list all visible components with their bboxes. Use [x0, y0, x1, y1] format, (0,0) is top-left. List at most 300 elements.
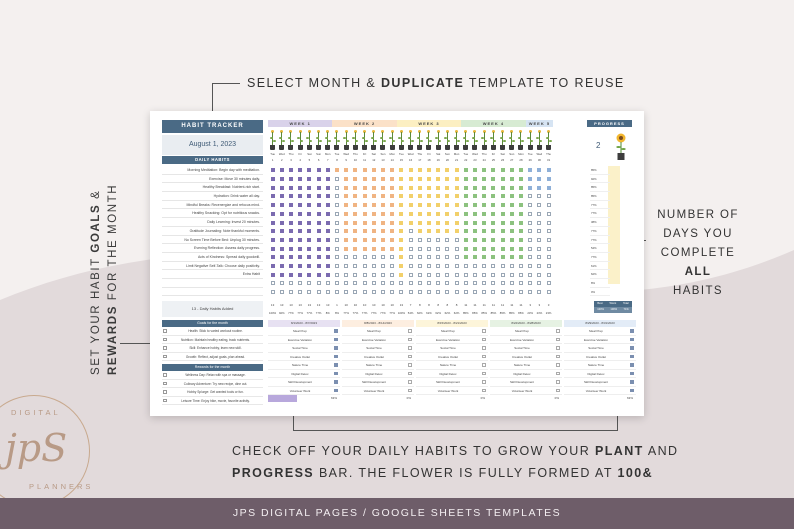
habit-checkbox[interactable]	[418, 203, 422, 207]
habit-checkbox[interactable]	[464, 281, 468, 285]
habit-checkbox[interactable]	[353, 168, 357, 172]
habit-checkbox[interactable]	[409, 264, 413, 268]
habit-checkbox[interactable]	[418, 273, 422, 277]
habit-checkbox[interactable]	[501, 229, 505, 233]
habit-checkbox[interactable]	[399, 264, 403, 268]
habit-checkbox[interactable]	[445, 221, 449, 225]
habit-checkbox[interactable]	[473, 212, 477, 216]
habit-checkbox[interactable]	[381, 212, 385, 216]
habit-checkbox[interactable]	[353, 194, 357, 198]
habit-checkbox[interactable]	[344, 229, 348, 233]
habit-checkbox[interactable]	[307, 281, 311, 285]
habit-checkbox[interactable]	[353, 290, 357, 294]
habit-checkbox[interactable]	[436, 229, 440, 233]
habit-checkbox[interactable]	[427, 229, 431, 233]
habit-checkbox[interactable]	[363, 281, 367, 285]
habit-checkbox[interactable]	[473, 238, 477, 242]
habit-checkbox[interactable]	[445, 177, 449, 181]
habit-checkbox[interactable]	[427, 273, 431, 277]
habit-checkbox[interactable]	[436, 221, 440, 225]
habit-checkbox[interactable]	[298, 264, 302, 268]
habit-checkbox[interactable]	[317, 177, 321, 181]
habit-checkbox[interactable]	[418, 212, 422, 216]
habit-checkbox[interactable]	[335, 212, 339, 216]
checkbox[interactable]	[556, 346, 560, 350]
habit-checkbox[interactable]	[271, 177, 275, 181]
habit-checkbox[interactable]	[363, 264, 367, 268]
habit-checkbox[interactable]	[372, 273, 376, 277]
habit-checkbox[interactable]	[537, 229, 541, 233]
checkbox[interactable]	[163, 346, 167, 350]
habit-checkbox[interactable]	[326, 212, 330, 216]
habit-checkbox[interactable]	[418, 229, 422, 233]
habit-checkbox[interactable]	[335, 255, 339, 259]
checkbox[interactable]	[556, 363, 560, 367]
habit-checkbox[interactable]	[491, 273, 495, 277]
habit-checkbox[interactable]	[510, 203, 514, 207]
habit-checkbox[interactable]	[436, 177, 440, 181]
habit-checkbox[interactable]	[271, 229, 275, 233]
habit-checkbox[interactable]	[326, 290, 330, 294]
habit-checkbox[interactable]	[501, 290, 505, 294]
habit-checkbox[interactable]	[418, 255, 422, 259]
habit-checkbox[interactable]	[455, 238, 459, 242]
habit-checkbox[interactable]	[381, 264, 385, 268]
habit-checkbox[interactable]	[335, 194, 339, 198]
habit-checkbox[interactable]	[344, 194, 348, 198]
habit-checkbox[interactable]	[409, 212, 413, 216]
checkbox[interactable]	[334, 329, 338, 333]
habit-checkbox[interactable]	[519, 281, 523, 285]
habit-checkbox[interactable]	[482, 238, 486, 242]
habit-checkbox[interactable]	[436, 203, 440, 207]
habit-checkbox[interactable]	[372, 281, 376, 285]
habit-checkbox[interactable]	[335, 281, 339, 285]
checkbox[interactable]	[556, 380, 560, 384]
habit-checkbox[interactable]	[427, 168, 431, 172]
habit-checkbox[interactable]	[344, 212, 348, 216]
habit-checkbox[interactable]	[363, 229, 367, 233]
habit-checkbox[interactable]	[510, 290, 514, 294]
checkbox[interactable]	[630, 338, 634, 342]
habit-checkbox[interactable]	[528, 194, 532, 198]
habit-checkbox[interactable]	[390, 290, 394, 294]
habit-checkbox[interactable]	[547, 203, 551, 207]
habit-checkbox[interactable]	[372, 264, 376, 268]
habit-checkbox[interactable]	[464, 177, 468, 181]
habit-checkbox[interactable]	[427, 281, 431, 285]
habit-checkbox[interactable]	[390, 238, 394, 242]
habit-checkbox[interactable]	[326, 273, 330, 277]
habit-checkbox[interactable]	[280, 255, 284, 259]
habit-checkbox[interactable]	[537, 264, 541, 268]
habit-checkbox[interactable]	[482, 221, 486, 225]
checkbox[interactable]	[163, 338, 167, 342]
habit-checkbox[interactable]	[510, 212, 514, 216]
habit-checkbox[interactable]	[335, 177, 339, 181]
habit-checkbox[interactable]	[335, 264, 339, 268]
habit-checkbox[interactable]	[473, 264, 477, 268]
habit-checkbox[interactable]	[372, 203, 376, 207]
habit-checkbox[interactable]	[491, 264, 495, 268]
habit-checkbox[interactable]	[510, 238, 514, 242]
habit-checkbox[interactable]	[528, 203, 532, 207]
habit-checkbox[interactable]	[418, 221, 422, 225]
habit-checkbox[interactable]	[528, 255, 532, 259]
checkbox[interactable]	[334, 355, 338, 359]
habit-checkbox[interactable]	[519, 264, 523, 268]
habit-checkbox[interactable]	[390, 168, 394, 172]
habit-checkbox[interactable]	[298, 247, 302, 251]
habit-checkbox[interactable]	[418, 281, 422, 285]
habit-checkbox[interactable]	[510, 273, 514, 277]
habit-checkbox[interactable]	[326, 238, 330, 242]
habit-checkbox[interactable]	[464, 247, 468, 251]
habit-checkbox[interactable]	[399, 255, 403, 259]
habit-checkbox[interactable]	[528, 168, 532, 172]
habit-checkbox[interactable]	[501, 177, 505, 181]
habit-checkbox[interactable]	[482, 264, 486, 268]
habit-checkbox[interactable]	[519, 255, 523, 259]
habit-checkbox[interactable]	[335, 229, 339, 233]
habit-checkbox[interactable]	[363, 290, 367, 294]
habit-checkbox[interactable]	[307, 212, 311, 216]
habit-checkbox[interactable]	[501, 238, 505, 242]
habit-checkbox[interactable]	[473, 177, 477, 181]
habit-checkbox[interactable]	[317, 212, 321, 216]
checkbox[interactable]	[630, 380, 634, 384]
habit-checkbox[interactable]	[473, 290, 477, 294]
habit-checkbox[interactable]	[409, 186, 413, 190]
habit-checkbox[interactable]	[372, 247, 376, 251]
habit-checkbox[interactable]	[326, 281, 330, 285]
habit-checkbox[interactable]	[482, 247, 486, 251]
habit-checkbox[interactable]	[537, 238, 541, 242]
habit-checkbox[interactable]	[491, 247, 495, 251]
habit-checkbox[interactable]	[399, 273, 403, 277]
checkbox[interactable]	[408, 329, 412, 333]
habit-checkbox[interactable]	[427, 221, 431, 225]
habit-checkbox[interactable]	[537, 212, 541, 216]
habit-checkbox[interactable]	[427, 247, 431, 251]
habit-checkbox[interactable]	[372, 168, 376, 172]
habit-checkbox[interactable]	[381, 247, 385, 251]
habit-checkbox[interactable]	[510, 247, 514, 251]
habit-checkbox[interactable]	[547, 194, 551, 198]
checkbox[interactable]	[482, 329, 486, 333]
habit-checkbox[interactable]	[464, 203, 468, 207]
habit-checkbox[interactable]	[455, 194, 459, 198]
habit-checkbox[interactable]	[298, 229, 302, 233]
habit-checkbox[interactable]	[271, 281, 275, 285]
habit-checkbox[interactable]	[307, 203, 311, 207]
habit-checkbox[interactable]	[317, 203, 321, 207]
habit-checkbox[interactable]	[418, 264, 422, 268]
habit-checkbox[interactable]	[482, 212, 486, 216]
habit-checkbox[interactable]	[455, 290, 459, 294]
habit-checkbox[interactable]	[317, 264, 321, 268]
habit-checkbox[interactable]	[399, 203, 403, 207]
habit-checkbox[interactable]	[547, 212, 551, 216]
checkbox[interactable]	[556, 372, 560, 376]
habit-checkbox[interactable]	[353, 273, 357, 277]
habit-checkbox[interactable]	[445, 229, 449, 233]
habit-checkbox[interactable]	[289, 281, 293, 285]
habit-checkbox[interactable]	[280, 212, 284, 216]
habit-checkbox[interactable]	[473, 229, 477, 233]
habit-checkbox[interactable]	[455, 281, 459, 285]
habit-checkbox[interactable]	[390, 247, 394, 251]
habit-checkbox[interactable]	[519, 229, 523, 233]
habit-checkbox[interactable]	[344, 186, 348, 190]
habit-checkbox[interactable]	[482, 281, 486, 285]
habit-checkbox[interactable]	[289, 273, 293, 277]
habit-checkbox[interactable]	[317, 221, 321, 225]
habit-checkbox[interactable]	[363, 255, 367, 259]
habit-checkbox[interactable]	[418, 168, 422, 172]
habit-checkbox[interactable]	[427, 290, 431, 294]
habit-checkbox[interactable]	[399, 194, 403, 198]
habit-checkbox[interactable]	[464, 238, 468, 242]
habit-checkbox[interactable]	[317, 186, 321, 190]
habit-checkbox[interactable]	[528, 273, 532, 277]
habit-checkbox[interactable]	[409, 238, 413, 242]
habit-checkbox[interactable]	[510, 177, 514, 181]
habit-checkbox[interactable]	[537, 177, 541, 181]
habit-checkbox[interactable]	[372, 212, 376, 216]
habit-checkbox[interactable]	[501, 273, 505, 277]
habit-checkbox[interactable]	[510, 264, 514, 268]
checkbox[interactable]	[556, 389, 560, 393]
habit-checkbox[interactable]	[547, 273, 551, 277]
habit-checkbox[interactable]	[307, 247, 311, 251]
checkbox[interactable]	[334, 389, 338, 393]
habit-checkbox[interactable]	[344, 247, 348, 251]
habit-checkbox[interactable]	[501, 255, 505, 259]
habit-checkbox[interactable]	[491, 177, 495, 181]
habit-checkbox[interactable]	[464, 290, 468, 294]
habit-checkbox[interactable]	[372, 177, 376, 181]
habit-checkbox[interactable]	[335, 247, 339, 251]
habit-checkbox[interactable]	[501, 212, 505, 216]
habit-checkbox[interactable]	[528, 247, 532, 251]
habit-checkbox[interactable]	[289, 194, 293, 198]
habit-checkbox[interactable]	[271, 290, 275, 294]
habit-checkbox[interactable]	[298, 194, 302, 198]
habit-checkbox[interactable]	[344, 264, 348, 268]
habit-checkbox[interactable]	[289, 247, 293, 251]
habit-checkbox[interactable]	[307, 255, 311, 259]
habit-checkbox[interactable]	[307, 194, 311, 198]
habit-checkbox[interactable]	[409, 255, 413, 259]
habit-checkbox[interactable]	[271, 221, 275, 225]
habit-checkbox[interactable]	[455, 203, 459, 207]
habit-checkbox[interactable]	[390, 194, 394, 198]
habit-checkbox[interactable]	[390, 177, 394, 181]
habit-checkbox[interactable]	[427, 238, 431, 242]
habit-checkbox[interactable]	[280, 290, 284, 294]
habit-checkbox[interactable]	[409, 281, 413, 285]
habit-checkbox[interactable]	[519, 221, 523, 225]
habit-checkbox[interactable]	[289, 221, 293, 225]
habit-checkbox[interactable]	[289, 255, 293, 259]
habit-checkbox[interactable]	[381, 281, 385, 285]
checkbox[interactable]	[630, 389, 634, 393]
habit-checkbox[interactable]	[271, 168, 275, 172]
habit-checkbox[interactable]	[501, 168, 505, 172]
habit-checkbox[interactable]	[335, 168, 339, 172]
checkbox[interactable]	[334, 372, 338, 376]
habit-checkbox[interactable]	[537, 186, 541, 190]
habit-checkbox[interactable]	[491, 281, 495, 285]
habit-checkbox[interactable]	[547, 177, 551, 181]
habit-checkbox[interactable]	[519, 194, 523, 198]
habit-checkbox[interactable]	[372, 229, 376, 233]
habit-checkbox[interactable]	[353, 177, 357, 181]
habit-checkbox[interactable]	[381, 229, 385, 233]
habit-checkbox[interactable]	[335, 221, 339, 225]
habit-checkbox[interactable]	[473, 273, 477, 277]
habit-checkbox[interactable]	[409, 273, 413, 277]
habit-checkbox[interactable]	[482, 255, 486, 259]
habit-checkbox[interactable]	[445, 264, 449, 268]
habit-checkbox[interactable]	[455, 247, 459, 251]
habit-checkbox[interactable]	[482, 290, 486, 294]
checkbox[interactable]	[163, 329, 167, 333]
habit-checkbox[interactable]	[482, 229, 486, 233]
habit-checkbox[interactable]	[353, 212, 357, 216]
habit-checkbox[interactable]	[399, 221, 403, 225]
checkbox[interactable]	[408, 389, 412, 393]
habit-checkbox[interactable]	[528, 221, 532, 225]
checkbox[interactable]	[408, 346, 412, 350]
habit-checkbox[interactable]	[409, 247, 413, 251]
habit-checkbox[interactable]	[390, 186, 394, 190]
habit-checkbox[interactable]	[280, 186, 284, 190]
habit-checkbox[interactable]	[409, 168, 413, 172]
habit-checkbox[interactable]	[363, 238, 367, 242]
habit-checkbox[interactable]	[409, 194, 413, 198]
habit-checkbox[interactable]	[271, 203, 275, 207]
habit-checkbox[interactable]	[482, 194, 486, 198]
habit-checkbox[interactable]	[326, 177, 330, 181]
habit-checkbox[interactable]	[418, 194, 422, 198]
habit-checkbox[interactable]	[547, 238, 551, 242]
habit-checkbox[interactable]	[390, 255, 394, 259]
habit-checkbox[interactable]	[409, 221, 413, 225]
checkbox[interactable]	[334, 380, 338, 384]
habit-checkbox[interactable]	[528, 229, 532, 233]
checkbox[interactable]	[482, 389, 486, 393]
habit-checkbox[interactable]	[445, 290, 449, 294]
habit-checkbox[interactable]	[445, 168, 449, 172]
habit-checkbox[interactable]	[445, 281, 449, 285]
habit-checkbox[interactable]	[436, 247, 440, 251]
habit-checkbox[interactable]	[464, 264, 468, 268]
habit-checkbox[interactable]	[353, 264, 357, 268]
habit-checkbox[interactable]	[344, 203, 348, 207]
habit-checkbox[interactable]	[528, 186, 532, 190]
habit-checkbox[interactable]	[307, 264, 311, 268]
habit-checkbox[interactable]	[271, 194, 275, 198]
habit-checkbox[interactable]	[537, 247, 541, 251]
habit-checkbox[interactable]	[399, 281, 403, 285]
habit-checkbox[interactable]	[519, 290, 523, 294]
habit-checkbox[interactable]	[473, 255, 477, 259]
habit-checkbox[interactable]	[547, 229, 551, 233]
habit-checkbox[interactable]	[326, 186, 330, 190]
habit-checkbox[interactable]	[399, 212, 403, 216]
habit-checkbox[interactable]	[491, 290, 495, 294]
habit-checkbox[interactable]	[298, 238, 302, 242]
habit-checkbox[interactable]	[482, 168, 486, 172]
habit-checkbox[interactable]	[344, 238, 348, 242]
checkbox[interactable]	[408, 355, 412, 359]
checkbox[interactable]	[630, 329, 634, 333]
habit-checkbox[interactable]	[353, 247, 357, 251]
habit-checkbox[interactable]	[363, 168, 367, 172]
habit-checkbox[interactable]	[537, 221, 541, 225]
checkbox[interactable]	[163, 390, 167, 394]
habit-checkbox[interactable]	[271, 273, 275, 277]
habit-checkbox[interactable]	[363, 177, 367, 181]
habit-checkbox[interactable]	[537, 203, 541, 207]
habit-checkbox[interactable]	[418, 238, 422, 242]
habit-checkbox[interactable]	[519, 238, 523, 242]
habit-checkbox[interactable]	[547, 281, 551, 285]
habit-checkbox[interactable]	[436, 186, 440, 190]
habit-checkbox[interactable]	[473, 194, 477, 198]
habit-checkbox[interactable]	[418, 290, 422, 294]
habit-checkbox[interactable]	[491, 221, 495, 225]
habit-checkbox[interactable]	[335, 203, 339, 207]
habit-checkbox[interactable]	[307, 177, 311, 181]
habit-checkbox[interactable]	[464, 229, 468, 233]
habit-checkbox[interactable]	[317, 168, 321, 172]
habit-checkbox[interactable]	[271, 238, 275, 242]
checkbox[interactable]	[630, 346, 634, 350]
habit-checkbox[interactable]	[436, 212, 440, 216]
habit-checkbox[interactable]	[372, 186, 376, 190]
checkbox[interactable]	[482, 346, 486, 350]
habit-checkbox[interactable]	[510, 229, 514, 233]
habit-checkbox[interactable]	[510, 168, 514, 172]
habit-checkbox[interactable]	[390, 281, 394, 285]
habit-checkbox[interactable]	[510, 281, 514, 285]
habit-checkbox[interactable]	[289, 212, 293, 216]
checkbox[interactable]	[334, 346, 338, 350]
habit-checkbox[interactable]	[491, 238, 495, 242]
habit-checkbox[interactable]	[298, 186, 302, 190]
habit-checkbox[interactable]	[381, 221, 385, 225]
habit-checkbox[interactable]	[501, 186, 505, 190]
habit-checkbox[interactable]	[473, 281, 477, 285]
habit-checkbox[interactable]	[390, 203, 394, 207]
habit-checkbox[interactable]	[482, 186, 486, 190]
habit-checkbox[interactable]	[390, 264, 394, 268]
habit-checkbox[interactable]	[537, 194, 541, 198]
habit-checkbox[interactable]	[464, 186, 468, 190]
habit-checkbox[interactable]	[436, 168, 440, 172]
habit-checkbox[interactable]	[289, 290, 293, 294]
habit-checkbox[interactable]	[344, 255, 348, 259]
habit-checkbox[interactable]	[289, 229, 293, 233]
habit-checkbox[interactable]	[353, 238, 357, 242]
habit-checkbox[interactable]	[381, 255, 385, 259]
habit-checkbox[interactable]	[280, 238, 284, 242]
habit-checkbox[interactable]	[399, 177, 403, 181]
habit-checkbox[interactable]	[547, 247, 551, 251]
